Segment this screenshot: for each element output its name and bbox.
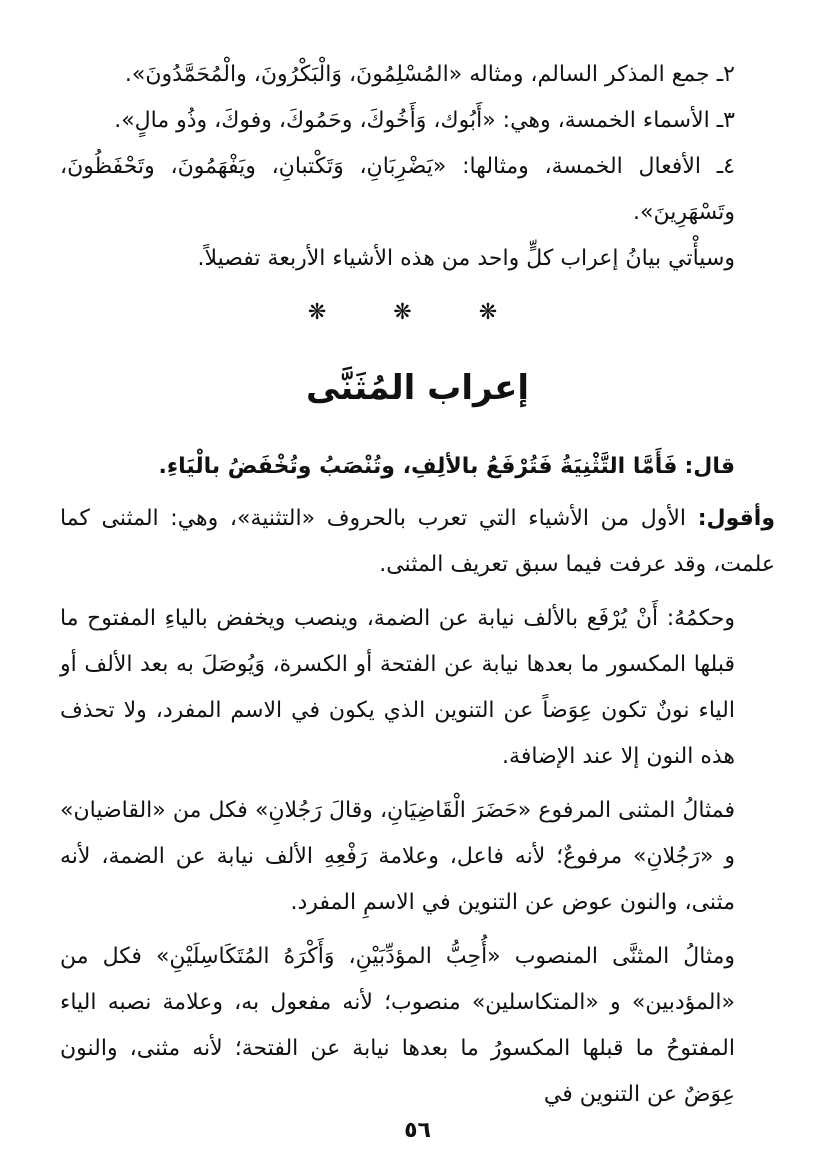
list-item-3: ٣ـ الأسماء الخمسة، وهي: «أَبُوك، وَأَخُوكَ، وحَمُوكَ، وفوكَ، وذُو مالٍ». [114,108,735,133]
quote-label: قال: [684,454,735,479]
paragraph-1 [60,496,775,588]
list-item-2: ٢ـ جمع المذكر السالم، ومثاله «المُسْلِمُونَ، وَالْبَكْرُونَ، والْمُحَمَّدُونَ». [124,62,735,87]
paragraph-1-label: وأقول: [697,506,775,531]
section-separator: ❋ ❋ ❋ [307,300,528,325]
quote-text: فَأَمَّا التَّثْنِيَةُ فَتُرْفَعُ بالألِفِ، وتُنْصَبُ وتُخْفَضُ بالْيَاءِ. [158,454,678,479]
body-block [60,496,775,1118]
quote-paragraph [60,444,775,490]
paragraph-1-text: الأول من الأشياء التي تعرب بالحروف «التثنية»، وهي: المثنى كما علمت، وقد عرفت فيما سبق تعريف المثنى. [60,506,775,577]
quote-block [60,444,775,490]
list-item-4: ٤ـ الأفعال الخمسة، ومثالها: «يَضْرِبَانِ، وَتَكْتبانِ، ويَفْهَمُونَ، وتَحْفَظُونَ، وتَسْهَرِينَ». [60,154,735,225]
paragraph-4: ومثالُ المثنَّى المنصوب «أُحِبُّ المؤدِّبَيْنِ، وَأَكْرَهُ المُتَكَاسِلَيْنِ» فكل من «المؤدبين» و «المتكاسلين» منصوب؛ لأنه مفعول به، وعلامة نصبه الياء المفتوحُ ما قبلها المكسورُ ما بعدها نيابة عن الفتحة؛ لأنه مثنى، والنون عِوَضٌ عن التنوين في [60,944,735,1107]
paragraph-2: وحكمُهُ: أَنْ يُرْفَع بالألف نيابة عن الضمة، وينصب ويخفض بالياءِ المفتوح ما قبلها المكسور ما بعدها نيابة عن الفتحة أو الكسرة، وَيُوصَلَ به بعد الألف أو الياء نونٌ تكون عِوَضاً عن التنوين الذي يكون في الاسم المفرد، ولا تحذف هذه النون إلا عند الإضافة. [60,606,735,769]
paragraph-3: فمثالُ المثنى المرفوع «حَضَرَ الْقَاضِيَانِ، وقالَ رَجُلانِ» فكل من «القاضيان» و «رَجُلانِ» مرفوعٌ؛ لأنه فاعل، وعلامة رَفْعِهِ الألف نيابة عن الضمة، لأنه مثنى، والنون عوض عن التنوين في الاسمِ المفرد. [60,798,735,915]
section-title: إعراب المُثَنَّى [305,368,530,408]
list-block [60,52,775,282]
page-number: ٥٦ [404,1118,431,1143]
list-note: وسيأْتي بيانُ إعراب كلٍّ واحد من هذه الأشياء الأربعة تفصيلاً. [197,246,735,271]
